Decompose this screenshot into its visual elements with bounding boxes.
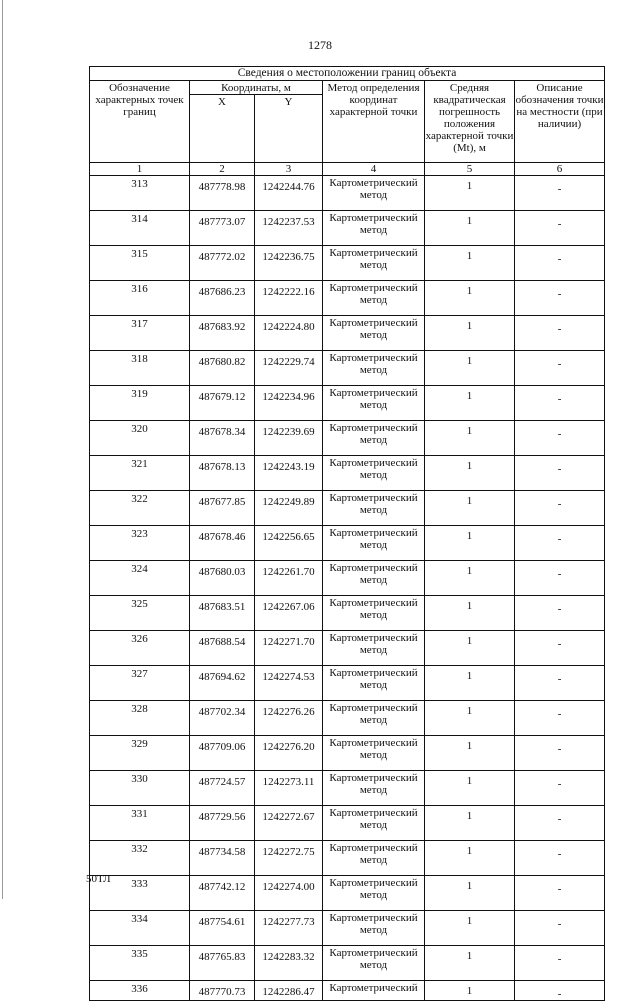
error-cell: 1 [425,561,515,596]
header-mean-square-error: Средняя квадратическая погрешность положения характерной точки (Mt), м [425,81,515,163]
error-cell: 1 [425,176,515,211]
coordinate-y-cell: 1242267.06 [255,596,323,631]
method-cell: Картометрический метод [323,456,425,491]
table-row [90,911,605,946]
coordinate-x-cell: 487678.46 [190,526,255,561]
table-row [90,596,605,631]
boundary-coordinates-sheet [89,66,604,1001]
point-id-cell: 323 [90,526,190,561]
method-cell: Картометрический метод [323,491,425,526]
coordinate-x-cell: 487754.61 [190,911,255,946]
boundary-coordinates-table [89,66,605,1001]
point-id-cell: 325 [90,596,190,631]
column-number-cell: 1 [90,163,190,176]
method-cell: Картометрический метод [323,526,425,561]
method-cell: Картометрический метод [323,631,425,666]
error-cell: 1 [425,491,515,526]
error-cell: 1 [425,841,515,876]
coordinate-x-cell: 487729.56 [190,806,255,841]
error-cell: 1 [425,946,515,981]
error-cell: 1 [425,981,515,1001]
header-point-description: Описание обозначения точки на местности (при наличии) [515,81,605,163]
description-cell: - [515,456,605,491]
description-cell: - [515,316,605,351]
point-id-cell: 328 [90,701,190,736]
method-cell: Картометрический метод [323,421,425,456]
table-row [90,806,605,841]
description-cell: - [515,596,605,631]
description-cell: - [515,211,605,246]
header-coordinate-y: Y [255,95,323,163]
table-row [90,456,605,491]
method-cell: Картометрический метод [323,246,425,281]
table-row [90,421,605,456]
coordinate-x-cell: 487724.57 [190,771,255,806]
coordinate-y-cell: 1242272.75 [255,841,323,876]
point-id-cell: 329 [90,736,190,771]
column-number-cell: 6 [515,163,605,176]
table-row [90,841,605,876]
table-row [90,561,605,596]
point-id-cell: 315 [90,246,190,281]
point-id-cell: 334 [90,911,190,946]
method-cell: Картометрический метод [323,281,425,316]
point-id-cell: 327 [90,666,190,701]
table-row [90,526,605,561]
coordinate-y-cell: 1242244.76 [255,176,323,211]
point-id-cell: 318 [90,351,190,386]
point-id-cell: 313 [90,176,190,211]
method-cell: Картометрический метод [323,316,425,351]
coordinate-y-cell: 1242271.70 [255,631,323,666]
coordinate-y-cell: 1242243.19 [255,456,323,491]
description-cell: - [515,631,605,666]
table-caption: Сведения о местоположении границ объекта [90,67,605,81]
table-row [90,386,605,421]
point-id-cell: 316 [90,281,190,316]
point-id-cell: 321 [90,456,190,491]
error-cell: 1 [425,771,515,806]
table-row [90,701,605,736]
point-id-cell: 330 [90,771,190,806]
description-cell: - [515,421,605,456]
coordinate-y-cell: 1242234.96 [255,386,323,421]
footer-sheet-mark: 50ТЛ [86,873,111,885]
column-number-cell: 2 [190,163,255,176]
coordinate-x-cell: 487770.73 [190,981,255,1001]
method-cell: Картометрический метод [323,561,425,596]
table-row [90,491,605,526]
coordinate-x-cell: 487688.54 [190,631,255,666]
table-row [90,176,605,211]
method-cell: Картометрический метод [323,701,425,736]
point-id-cell: 319 [90,386,190,421]
method-cell: Картометрический метод [323,351,425,386]
description-cell: - [515,736,605,771]
coordinate-y-cell: 1242229.74 [255,351,323,386]
table-row [90,631,605,666]
method-cell: Картометрический метод [323,806,425,841]
description-cell: - [515,351,605,386]
description-cell: - [515,561,605,596]
table-row [90,981,605,1001]
error-cell: 1 [425,211,515,246]
point-id-cell: 322 [90,491,190,526]
table-row [90,281,605,316]
error-cell: 1 [425,806,515,841]
error-cell: 1 [425,526,515,561]
error-cell: 1 [425,386,515,421]
coordinate-y-cell: 1242276.26 [255,701,323,736]
coordinate-y-cell: 1242277.73 [255,911,323,946]
coordinate-x-cell: 487694.62 [190,666,255,701]
method-cell: Картометрический метод [323,736,425,771]
error-cell: 1 [425,596,515,631]
error-cell: 1 [425,911,515,946]
description-cell: - [515,701,605,736]
column-number-cell: 4 [323,163,425,176]
method-cell: Картометрический метод [323,176,425,211]
scan-edge-line [2,0,3,899]
coordinate-y-cell: 1242256.65 [255,526,323,561]
coordinate-y-cell: 1242276.20 [255,736,323,771]
coordinate-x-cell: 487773.07 [190,211,255,246]
coordinate-y-cell: 1242237.53 [255,211,323,246]
table-body [90,176,605,1001]
method-cell: Картометрический [323,981,425,1001]
coordinate-y-cell: 1242249.89 [255,491,323,526]
coordinate-y-cell: 1242274.53 [255,666,323,701]
description-cell: - [515,246,605,281]
point-id-cell: 326 [90,631,190,666]
coordinate-y-cell: 1242261.70 [255,561,323,596]
coordinate-x-cell: 487734.58 [190,841,255,876]
table-row [90,351,605,386]
method-cell: Картометрический метод [323,946,425,981]
point-id-cell: 336 [90,981,190,1001]
header-coordinate-x: X [190,95,255,163]
description-cell: - [515,281,605,316]
coordinate-x-cell: 487742.12 [190,876,255,911]
error-cell: 1 [425,246,515,281]
description-cell: - [515,876,605,911]
point-id-cell: 333 [90,876,190,911]
column-numbers-row [90,163,605,176]
header-method: Метод определения координат характерной точки [323,81,425,163]
coordinate-x-cell: 487683.51 [190,596,255,631]
error-cell: 1 [425,316,515,351]
coordinate-x-cell: 487679.12 [190,386,255,421]
coordinate-y-cell: 1242222.16 [255,281,323,316]
table-row [90,666,605,701]
error-cell: 1 [425,666,515,701]
error-cell: 1 [425,351,515,386]
table-row [90,211,605,246]
table-row [90,771,605,806]
description-cell: - [515,841,605,876]
coordinate-y-cell: 1242274.00 [255,876,323,911]
coordinate-x-cell: 487765.83 [190,946,255,981]
coordinate-y-cell: 1242286.47 [255,981,323,1001]
point-id-cell: 324 [90,561,190,596]
description-cell: - [515,806,605,841]
coordinate-y-cell: 1242239.69 [255,421,323,456]
point-id-cell: 317 [90,316,190,351]
coordinate-x-cell: 487686.23 [190,281,255,316]
description-cell: - [515,771,605,806]
table-row [90,736,605,771]
method-cell: Картометрический метод [323,596,425,631]
method-cell: Картометрический метод [323,386,425,421]
coordinate-x-cell: 487680.03 [190,561,255,596]
coordinate-x-cell: 487677.85 [190,491,255,526]
error-cell: 1 [425,876,515,911]
header-coordinates: Координаты, м [190,81,323,95]
coordinate-x-cell: 487678.13 [190,456,255,491]
point-id-cell: 331 [90,806,190,841]
error-cell: 1 [425,456,515,491]
table-row [90,876,605,911]
description-cell: - [515,666,605,701]
coordinate-x-cell: 487702.34 [190,701,255,736]
description-cell: - [515,491,605,526]
coordinate-y-cell: 1242272.67 [255,806,323,841]
method-cell: Картометрический метод [323,771,425,806]
page-number: 1278 [308,38,332,52]
error-cell: 1 [425,281,515,316]
table-row [90,946,605,981]
column-number-cell: 5 [425,163,515,176]
coordinate-x-cell: 487709.06 [190,736,255,771]
coordinate-y-cell: 1242224.80 [255,316,323,351]
method-cell: Картометрический метод [323,911,425,946]
description-cell: - [515,526,605,561]
error-cell: 1 [425,421,515,456]
method-cell: Картометрический метод [323,876,425,911]
coordinate-x-cell: 487772.02 [190,246,255,281]
coordinate-y-cell: 1242236.75 [255,246,323,281]
error-cell: 1 [425,736,515,771]
description-cell: - [515,946,605,981]
point-id-cell: 320 [90,421,190,456]
description-cell: - [515,176,605,211]
point-id-cell: 314 [90,211,190,246]
method-cell: Картометрический метод [323,666,425,701]
method-cell: Картометрический метод [323,211,425,246]
coordinate-y-cell: 1242283.32 [255,946,323,981]
column-number-cell: 3 [255,163,323,176]
coordinate-x-cell: 487678.34 [190,421,255,456]
coordinate-y-cell: 1242273.11 [255,771,323,806]
error-cell: 1 [425,701,515,736]
table-row [90,316,605,351]
coordinate-x-cell: 487680.82 [190,351,255,386]
description-cell: - [515,911,605,946]
description-cell: - [515,386,605,421]
point-id-cell: 335 [90,946,190,981]
point-id-cell: 332 [90,841,190,876]
header-point-designation: Обозначение характерных точек границ [90,81,190,163]
description-cell: - [515,981,605,1001]
coordinate-x-cell: 487778.98 [190,176,255,211]
table-row [90,246,605,281]
error-cell: 1 [425,631,515,666]
method-cell: Картометрический метод [323,841,425,876]
coordinate-x-cell: 487683.92 [190,316,255,351]
